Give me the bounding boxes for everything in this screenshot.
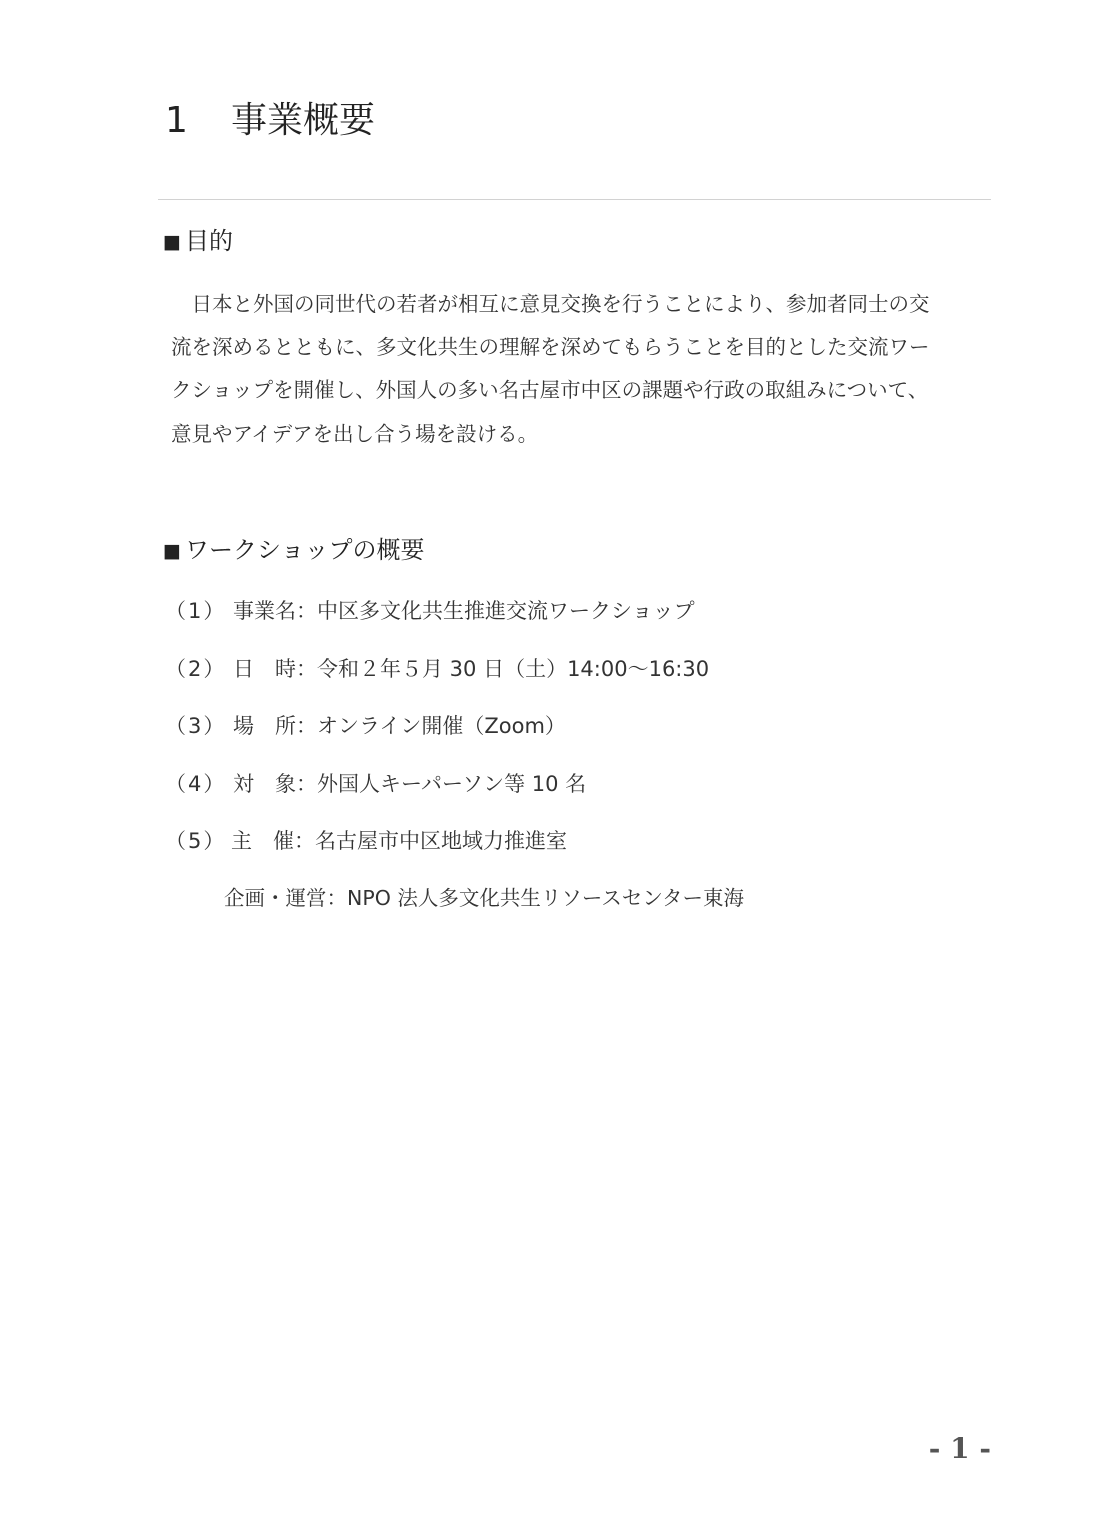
purpose-heading <box>163 224 233 259</box>
section-heading <box>165 96 375 146</box>
list-item-index: （4） <box>165 772 227 796</box>
list-item <box>165 596 695 626</box>
list-item-index: （5） <box>165 829 227 853</box>
purpose-heading-text: 目的 <box>185 227 233 255</box>
paragraph-line: 流を深めるとともに、多文化共生の理解を深めてもらうことを目的とした交流ワー <box>171 335 930 360</box>
purpose-paragraph <box>171 283 1001 456</box>
list-item <box>165 711 566 741</box>
workshop-heading <box>163 533 425 568</box>
heading-divider <box>158 199 991 200</box>
paragraph-line: 日本と外国の同世代の若者が相互に意見交換を行うことにより、参加者同士の交 <box>171 292 930 316</box>
list-item <box>165 826 567 856</box>
page-number: - 1 - <box>928 1432 991 1465</box>
workshop-heading-text: ワークショップの概要 <box>185 536 425 564</box>
list-item-text: 場 所：オンライン開催（Zoom） <box>233 714 566 738</box>
paragraph-line: クショップを開催し、外国人の多い名古屋市中区の課題や行政の取組みについて、 <box>171 378 929 403</box>
section-title: 事業概要 <box>231 100 376 141</box>
organizer-sub-item: 企画・運営：NPO 法人多文化共生リソースセンター東海 <box>224 886 745 910</box>
list-item-index: （3） <box>165 714 227 738</box>
list-item-index: （2） <box>165 657 227 681</box>
paragraph-line: 意見やアイデアを出し合う場を設ける。 <box>171 421 539 446</box>
list-item-text: 主 催：名古屋市中区地域力推進室 <box>231 829 567 853</box>
list-item-index: （1） <box>165 599 227 623</box>
square-bullet-icon: ■ <box>163 231 181 253</box>
list-item <box>165 769 586 799</box>
section-number: 1 <box>165 100 188 141</box>
list-item-text: 対 象：外国人キーパーソン等 10 名 <box>233 772 587 796</box>
list-item <box>165 654 709 684</box>
list-item-text: 日 時：令和２年５月 30 日（土）14:00～16:30 <box>233 657 710 681</box>
square-bullet-icon: ■ <box>163 540 181 562</box>
list-item-text: 事業名：中区多文化共生推進交流ワークショップ <box>233 599 695 623</box>
